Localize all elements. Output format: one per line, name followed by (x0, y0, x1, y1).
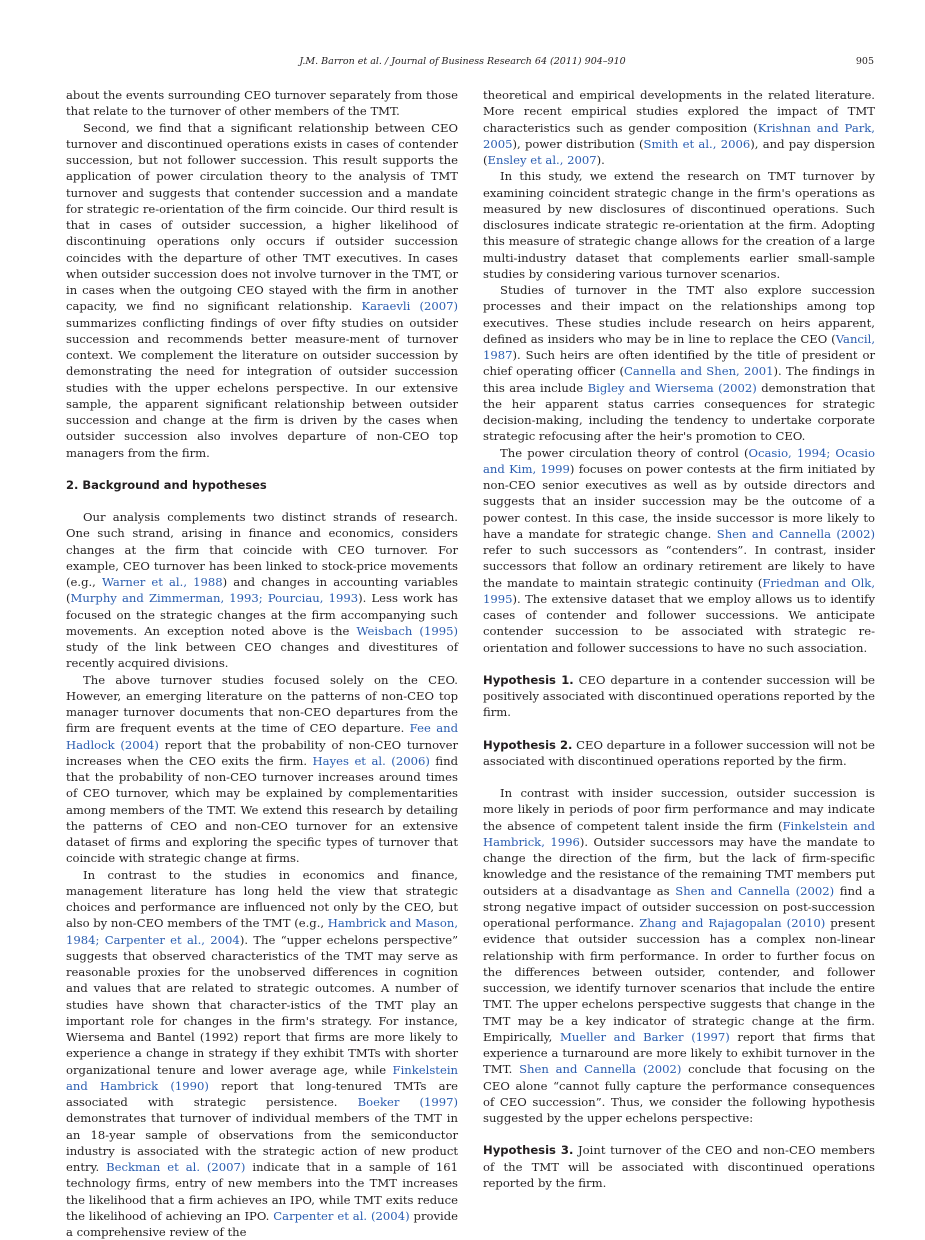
citation-link[interactable]: Carpenter et al. (2004) (273, 1209, 409, 1223)
citation-link[interactable]: Cannella and Shen, 2001 (624, 364, 774, 378)
paragraph-text: demonstrates that turnover of individual members of the TMT in an 18-year sample of observations from the semiconductor industry is associated with the strategic action of new product entry. (66, 1111, 458, 1174)
page-number: 905 (856, 56, 874, 67)
paragraph-text: ). Outsider successors may have the mandate to change the direction of the firm, but the lack of firm-specific knowledge and the resistance of the remaining TMT members put outsiders at a disadvantage as (483, 835, 875, 898)
citation-link[interactable]: Finkelstein and Hambrick, 1996 (483, 819, 875, 849)
citation-link[interactable]: Weisbach (1995) (357, 624, 458, 638)
citation-link[interactable]: Hayes et al. (2006) (313, 754, 430, 768)
paragraph (483, 282, 875, 445)
paragraph-text: conclude that focusing on the CEO alone “cannot fully capture the performance consequences of CEO succession”. Thus, we consider the following hypothesis suggested by the upper echelons perspective: (483, 1062, 875, 1125)
citation-link[interactable]: Smith et al., 2006 (644, 137, 751, 151)
paragraph-text: The above turnover studies focused solely on the CEO. However, an emerging literature on the patterns of non-CEO top manager turnover documents that non-CEO departures from the firm are frequent events at the time of CEO departure. (66, 673, 458, 736)
paragraph-text: report that firms that experience a turnaround are more likely to exhibit turnover in the TMT. (483, 1030, 875, 1077)
hypothesis-text: CEO departure in a follower succession will not be associated with discontinued operations reported by the firm. (483, 738, 875, 768)
citation-link[interactable]: Hambrick and Mason, 1984; Carpenter et al., 2004 (66, 916, 458, 946)
paragraph-text: In contrast to the studies in economics and finance, management literature has long held the view that strategic choices and performance are influenced not only by the CEO, but also by non-CEO members of the TMT (e.g., (66, 868, 458, 931)
paragraph-text: indicate that in a sample of 161 technology firms, entry of new members into the TMT increases the likelihood that a firm achieves an IPO, while TMT exits reduce the likelihood of achieving an IPO. (66, 1160, 458, 1223)
paragraph-text: report that long-tenured TMTs are associated with strategic persistence. (66, 1079, 458, 1109)
paragraph-text: Our analysis complements two distinct strands of research. One such strand, arising in finance and economics, considers changes at the firm that coincide with CEO turnover. For example, CEO turnover has been linked to stock-price movements (e.g., (66, 510, 458, 589)
paragraph-text: ). Less work has focused on the strategic changes at the firm accompanying such movements. An exception noted above is the (66, 591, 458, 638)
citation-link[interactable]: Boeker (1997) (358, 1095, 458, 1109)
paragraph-text: ). (597, 153, 605, 167)
citation-link[interactable]: Fee and Hadlock (2004) (66, 721, 458, 751)
hypothesis-label: Hypothesis 2. (483, 738, 572, 752)
paragraph (483, 168, 875, 282)
citation-link[interactable]: Shen and Cannella (2002) (717, 527, 875, 541)
hypothesis-1 (483, 672, 875, 721)
citation-link[interactable]: Karaevli (2007) (361, 299, 458, 313)
hypothesis-text: CEO departure in a contender succession will be positively associated with discontinued operations reported by the firm. (483, 673, 875, 720)
citation-link[interactable]: Krishnan and Park, 2005 (483, 121, 875, 151)
citation-link[interactable]: Murphy and Zimmerman, 1993; Pourciau, 1993 (71, 591, 359, 605)
paragraph-text: The power circulation theory of control ( (500, 446, 749, 460)
paragraph-text: find that the probability of non-CEO turnover increases around times of CEO turnover, which may be explained by complementarities among members of the TMT. We extend this research by detailing the patterns of CEO and non-CEO turnover for an extensive dataset of firms and exploring the specific types of turnover that coincide with strategic change at firms. (66, 754, 458, 866)
running-title: J.M. Barron et al. / Journal of Business Research 64 (2011) 904–910 (0, 56, 925, 67)
running-header (0, 56, 925, 72)
paragraph-text: In this study, we extend the research on TMT turnover by examining coincident strategic change in the firm's operations as measured by new disclosures of discontinued operations. Such disclosures indicate strategic re-orientation at the firm. Adopting this measure of strategic change allows for the creation of a large multi-industry dataset that complements earlier small-sample studies by considering various turnover scenarios. (483, 169, 875, 281)
citation-link[interactable]: Shen and Cannella (2002) (675, 884, 834, 898)
paragraph (483, 87, 875, 168)
paragraph-text: about the events surrounding CEO turnover separately from those that relate to the turnover of other members of the TMT. (66, 88, 458, 118)
paragraph-text: ), and pay dispersion ( (483, 137, 875, 167)
right-column (483, 87, 875, 1191)
paragraph-text: Second, we find that a significant relationship between CEO turnover and discontinued operations exists in cases of contender succession, but not follower succession. This result supports the application of power circulation theory to the analysis of TMT turnover and suggests that contender succession and a mandate for strategic re-orientation of the firm coincide. Our third result is that in cases of outsider succession, a higher likelihood of discontinuing operations only occurs if outsider succession coincides with the departure of other TMT executives. In cases when outsider succession does not involve turnover in the TMT, or in cases when the outgoing CEO stayed with the firm in another capacity, we find no significant relationship. (66, 121, 458, 314)
hypothesis-label: Hypothesis 3. (483, 1143, 573, 1157)
citation-link[interactable]: Warner et al., 1988 (102, 575, 223, 589)
paragraph-text: refer to such successors as “contenders”. In contrast, insider successors that follow an ordinary retirement are likely to have the mandate to maintain strategic continuity ( (483, 543, 875, 590)
paragraph (66, 87, 458, 120)
paragraph-text: summarizes conflicting findings of over fifty studies on outsider succession and recommends better measure-ment of turnover context. We complement the literature on outsider succession by demonstrating the need for integration of outsider succession studies with the upper echelons perspective. In our extensive sample, the apparent significant relationship between outsider succession and change at the firm is driven by the cases when outsider succession also involves departure of non-CEO top managers from the firm. (66, 316, 458, 460)
paragraph (66, 867, 458, 1240)
paragraph (483, 785, 875, 1126)
citation-link[interactable]: Shen and Cannella (2002) (519, 1062, 681, 1076)
paragraph (483, 445, 875, 656)
hypothesis-label: Hypothesis 1. (483, 673, 574, 687)
paragraph-text: present evidence that outsider succession has a complex non-linear relationship with firm performance. In order to further focus on the differences between outsider, contender, and follower succession, we identify turnover scenarios that include the entire TMT. The upper echelons perspective suggests that change in the TMT may be a key indicator of strategic change at the firm. Empirically, (483, 916, 875, 1044)
citation-link[interactable]: Beckman et al. (2007) (106, 1160, 245, 1174)
paragraph-text: ). The findings in this area include (483, 364, 875, 394)
paragraph (66, 120, 458, 461)
paragraph-text: In contrast with insider succession, outsider succession is more likely in periods of poor firm performance and may indicate the absence of competent talent inside the firm ( (483, 786, 875, 833)
paragraph (66, 672, 458, 867)
paragraph-text: provide a comprehensive review of the (66, 1209, 458, 1239)
citation-link[interactable]: Finkelstein and Hambrick (1990) (66, 1063, 458, 1093)
citation-link[interactable]: Vancil, 1987 (483, 332, 875, 362)
paragraph (66, 509, 458, 672)
paragraph-text: ), power distribution ( (513, 137, 644, 151)
paragraph-text: demonstration that the heir apparent status carries consequences for strategic decision-making, including the tendency to undertake corporate strategic refocusing after the heir's promotion to CEO. (483, 381, 875, 444)
citation-link[interactable]: Bigley and Wiersema (2002) (588, 381, 757, 395)
paragraph-text: ) and changes in accounting variables ( (66, 575, 458, 605)
citation-link[interactable]: Friedman and Olk, 1995 (483, 576, 875, 606)
paragraph-text: ) focuses on power contests at the firm initiated by non-CEO senior executives as well as by outside directors and suggests that an insider succession may be the outcome of a power contest. In this case, the inside successor is more likely to have a mandate for strategic change. (483, 462, 875, 541)
citation-link[interactable]: Mueller and Barker (1997) (560, 1030, 730, 1044)
hypothesis-2 (483, 737, 875, 770)
paragraph-text: study of the link between CEO changes and divestitures of recently acquired divisions. (66, 640, 458, 670)
section-heading: 2. Background and hypotheses (66, 477, 458, 493)
hypothesis-3 (483, 1142, 875, 1191)
paragraph-text: ). The extensive dataset that we employ allows us to identify cases of contender and follower successions. We anticipate contender succession to be associated with strategic re-orientation and follower successions to have no such association. (483, 592, 875, 655)
citation-link[interactable]: Ocasio, 1994; Ocasio and Kim, 1999 (483, 446, 875, 476)
citation-link[interactable]: Ensley et al., 2007 (488, 153, 597, 167)
paragraph-text: ). The “upper echelons perspective” suggests that observed characteristics of the TMT may serve as reasonable proxies for the unobserved differences in cognition and values that are related to strategic outcomes. A number of studies have shown that character-istics of the TMT play an important role for changes in the firm's strategy. For instance, Wiersema and Bantel (1992) report that firms are more likely to experience a change in strategy if they exhibit TMTs with shorter organizational tenure and lower average age, while (66, 933, 458, 1077)
hypothesis-text: Joint turnover of the CEO and non-CEO members of the TMT will be associated with discontinued operations reported by the firm. (483, 1143, 875, 1190)
paragraph-text: find a strong negative impact of outsider succession on post-succession operational performance. (483, 884, 875, 931)
paragraph-text: report that the probability of non-CEO turnover increases when the CEO exits the firm. (66, 738, 458, 768)
left-column (66, 87, 458, 1240)
paragraph-text: theoretical and empirical developments in the related literature. More recent empirical studies explored the impact of TMT characteristics such as gender composition ( (483, 88, 875, 135)
paragraph-text: Studies of turnover in the TMT also explore succession processes and their impact on the relationships among top executives. These studies include research on heirs apparent, defined as insiders who may be in line to replace the CEO ( (483, 283, 875, 346)
paragraph-text: ). Such heirs are often identified by the title of president or chief operating officer ( (483, 348, 875, 378)
citation-link[interactable]: Zhang and Rajagopalan (2010) (639, 916, 825, 930)
